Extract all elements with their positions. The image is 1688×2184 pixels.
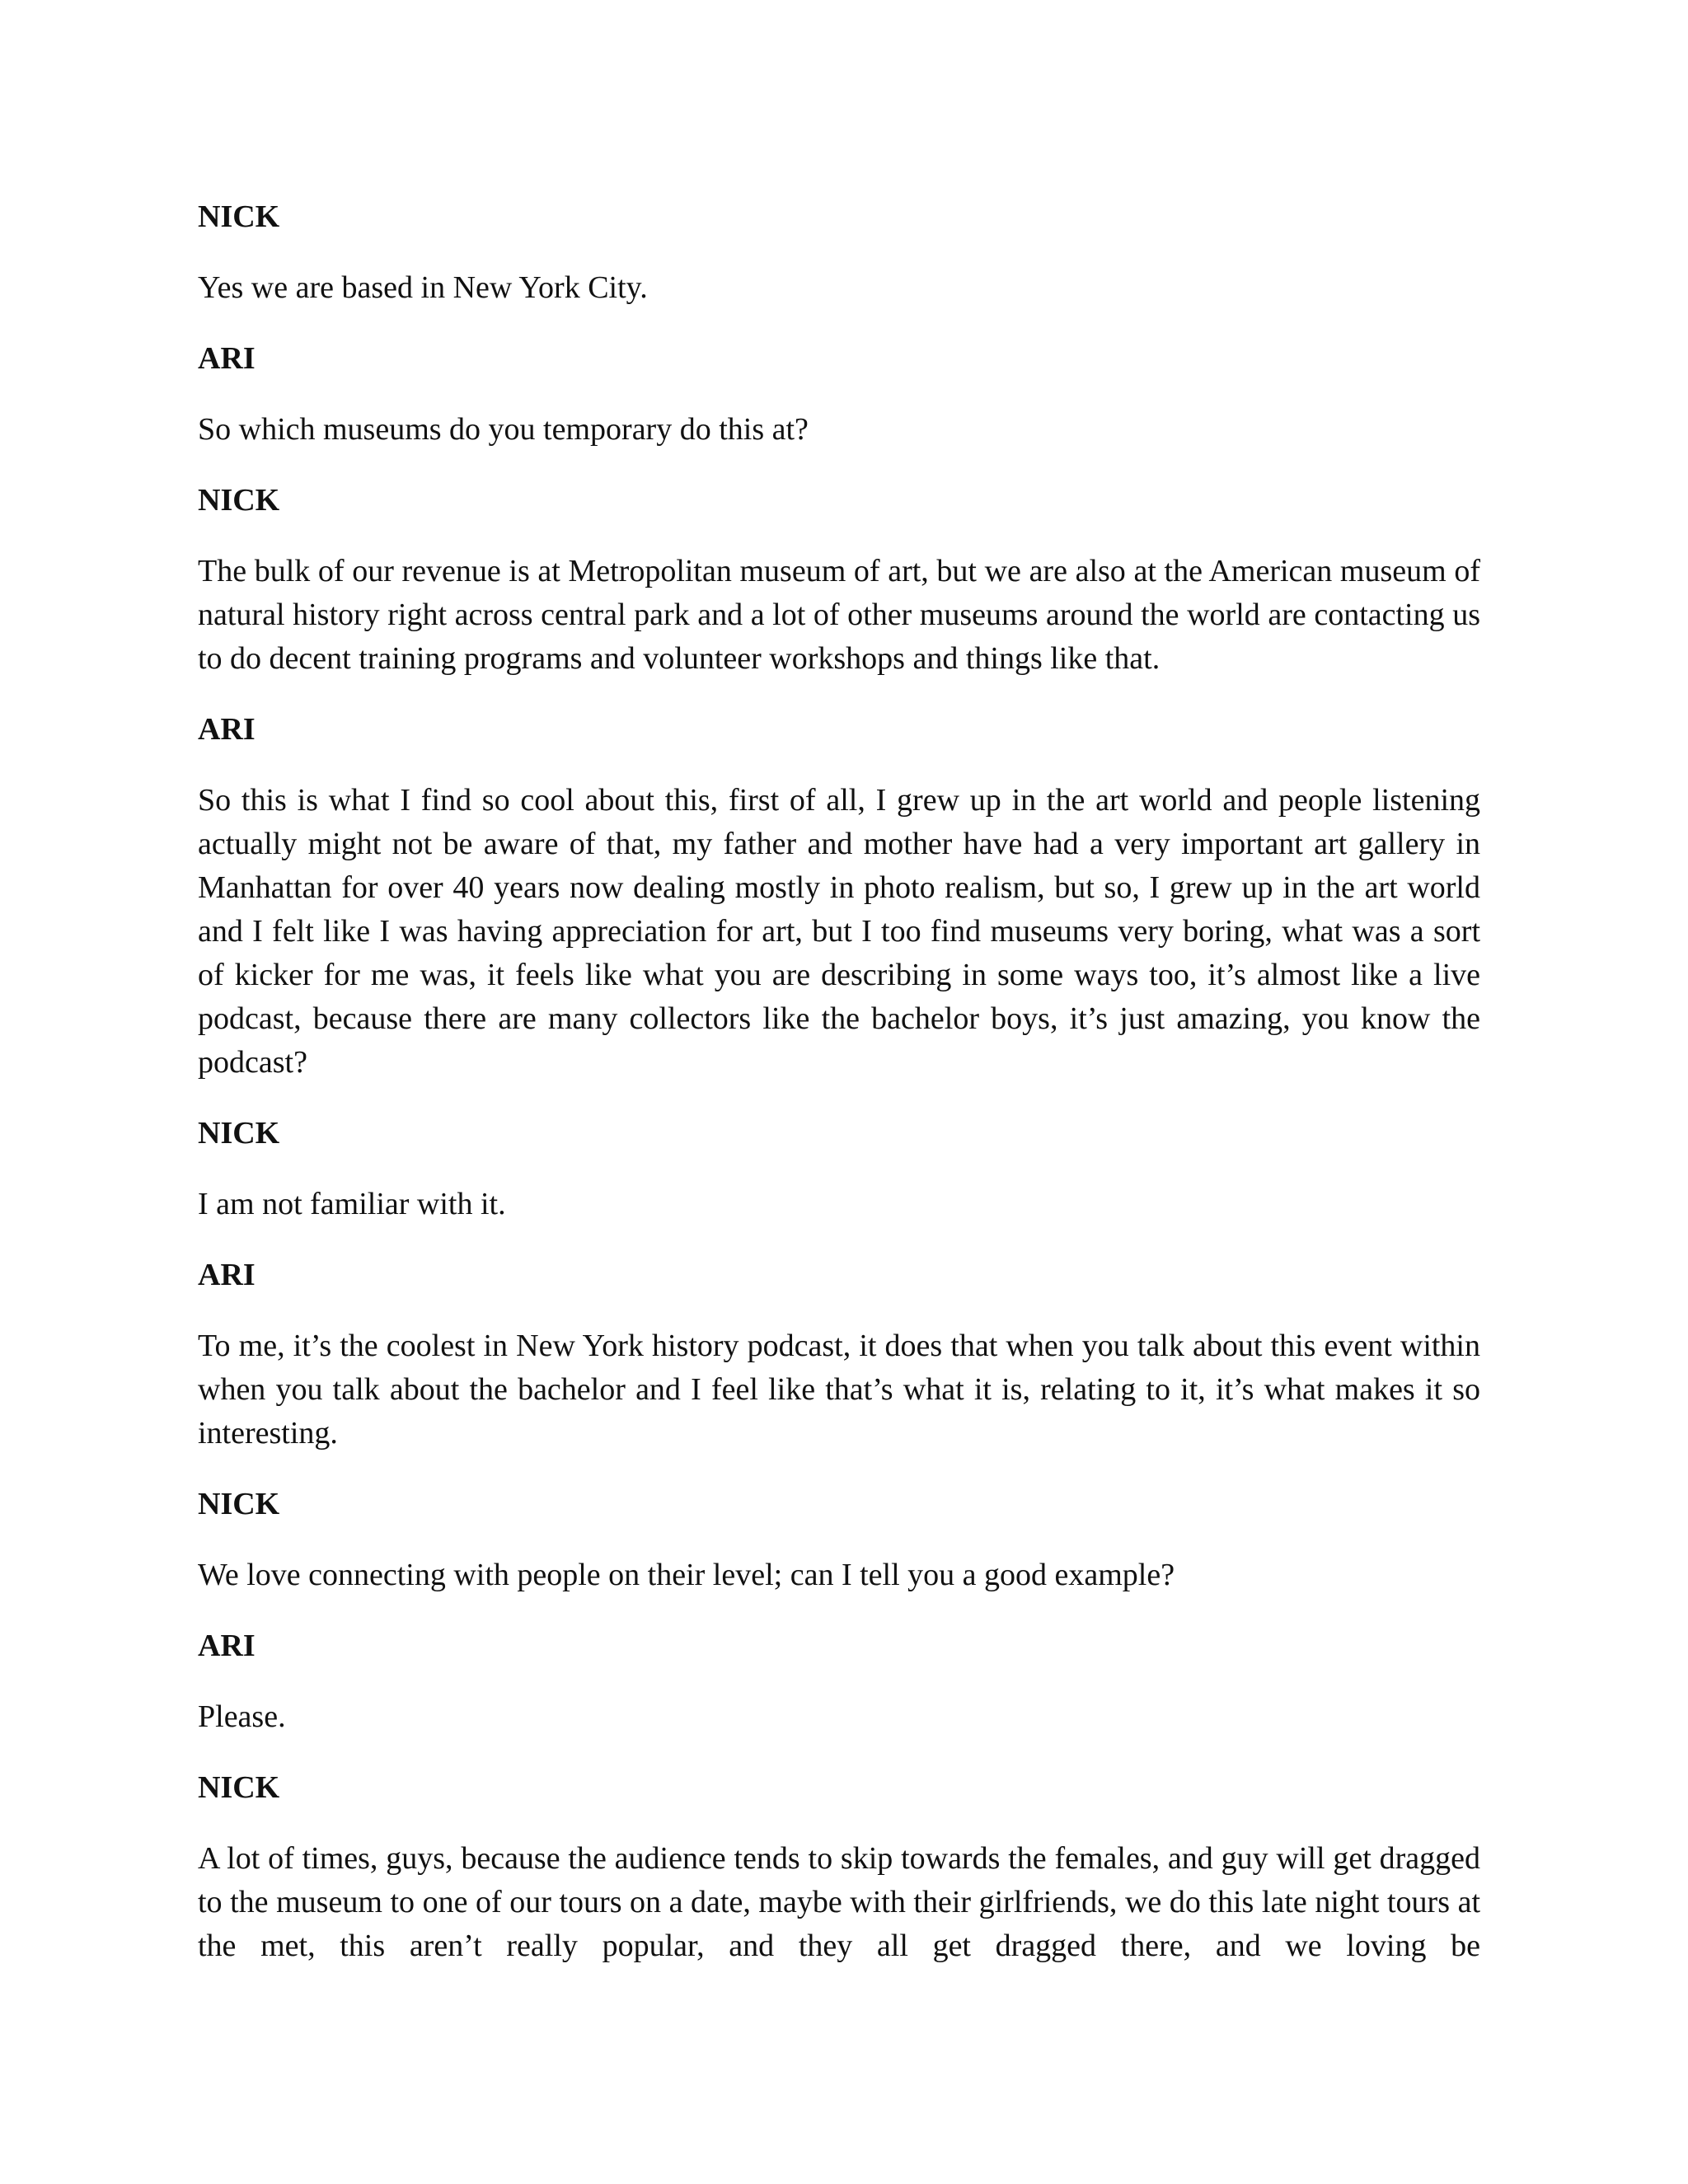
speech-paragraph: The bulk of our revenue is at Metropolitan museum of art, but we are also at the American museum of natural history right across central park and a lot of other museums around the world are contacting us to do decent training programs and volunteer workshops and things like that.: [198, 554, 1480, 676]
speech-paragraph: So this is what I find so cool about this, first of all, I grew up in the art world and people listening actually might not be aware of that, my father and mother have had a very important art gallery in Manhattan for over 40 years now dealing mostly in photo realism, but so, I grew up in the art world and I felt like I was having appreciation for art, but I too find museums very boring, what was a sort of kicker for me was, it feels like what you are describing in some ways too, it’s almost like a live podcast, because there are many collectors like the bachelor boys, it’s just amazing, you know the podcast?: [198, 783, 1480, 1080]
speaker-label: NICK: [198, 1116, 280, 1151]
speech-paragraph: To me, it’s the coolest in New York history podcast, it does that when you talk about this event within when you talk about the bachelor and I feel like that’s what it is, relating to it, it’s what makes it so interesting.: [198, 1329, 1480, 1451]
speaker-label: NICK: [198, 1487, 280, 1521]
speaker-label: NICK: [198, 199, 280, 234]
speaker-label: ARI: [198, 712, 256, 747]
transcript: [198, 195, 1480, 1995]
speech-paragraph: We love connecting with people on their level; can I tell you a good example?: [198, 1558, 1175, 1592]
speech-paragraph: So which museums do you temporary do this at?: [198, 412, 809, 447]
speaker-label: ARI: [198, 1629, 256, 1663]
speaker-label: NICK: [198, 483, 280, 518]
speech-paragraph: A lot of times, guys, because the audience tends to skip towards the females, and guy will get dragged to the museum to one of our tours on a date, maybe with their girlfriends, we do this late night tours at the met, this aren’t really popular, and they all get dragged there, and we loving be: [198, 1841, 1480, 1963]
speaker-label: NICK: [198, 1770, 280, 1805]
speaker-label: ARI: [198, 341, 256, 376]
speech-paragraph: Please.: [198, 1699, 286, 1734]
speech-paragraph: Yes we are based in New York City.: [198, 270, 648, 305]
speech-paragraph: I am not familiar with it.: [198, 1187, 506, 1221]
speaker-label: ARI: [198, 1258, 256, 1292]
